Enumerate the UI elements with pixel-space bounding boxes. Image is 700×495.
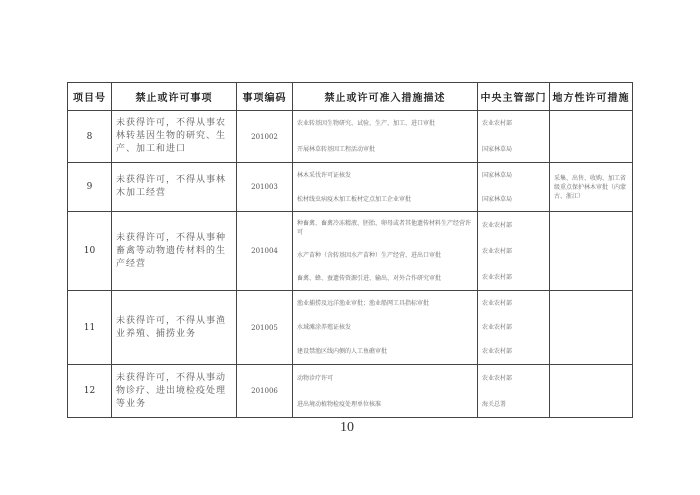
department: 农业农村部 bbox=[482, 273, 513, 281]
measure-descriptions bbox=[293, 111, 478, 163]
item-code: 201002 bbox=[237, 111, 293, 163]
central-departments bbox=[478, 163, 550, 212]
central-departments bbox=[478, 111, 550, 163]
item-number: 10 bbox=[68, 212, 112, 291]
measure-description: 松材线虫病疫木加工板材定点加工企业审批 bbox=[297, 195, 412, 203]
table-row bbox=[68, 291, 633, 365]
department: 国家林草局 bbox=[482, 171, 513, 179]
measure-descriptions bbox=[293, 163, 478, 212]
local-measure bbox=[550, 212, 633, 291]
measure-descriptions bbox=[293, 365, 478, 418]
local-measure bbox=[550, 291, 633, 365]
measure-description: 林木采伐许可证核发 bbox=[297, 171, 352, 179]
local-measure bbox=[550, 111, 633, 163]
measure-description: 开展林草转基因工程活动审批 bbox=[297, 145, 376, 153]
item-number: 12 bbox=[68, 365, 112, 418]
measure-description: 水产苗种（含转基因水产苗种）生产经营、进出口审批 bbox=[297, 252, 442, 259]
header-item-number: 项目号 bbox=[68, 83, 112, 111]
table-row bbox=[68, 365, 633, 418]
central-departments bbox=[478, 365, 550, 418]
item-number: 11 bbox=[68, 291, 112, 365]
header-measure-description: 禁止或许可准入措施描述 bbox=[293, 83, 478, 111]
central-departments bbox=[478, 212, 550, 291]
measure-description: 动物诊疗许可 bbox=[297, 374, 334, 382]
table-row bbox=[68, 111, 633, 163]
item-text: 未获得许可，不得从事农林转基因生物的研究、生产、加工和进口 bbox=[112, 111, 237, 163]
item-text: 未获得许可，不得从事动物诊疗、进出境检疫处理等业务 bbox=[112, 365, 237, 418]
item-code: 201004 bbox=[237, 212, 293, 291]
header-central-department: 中央主管部门 bbox=[478, 83, 550, 111]
department: 农业农村部 bbox=[482, 299, 513, 307]
central-departments bbox=[478, 291, 550, 365]
item-text: 未获得许可，不得从事林木加工经营 bbox=[112, 163, 237, 212]
local-measure: 采集、出售、收购、加工省级重点保护林木审批（内蒙古、浙江） bbox=[550, 163, 633, 212]
item-number: 8 bbox=[68, 111, 112, 163]
measure-description: 种畜禽、畜禽冷冻精液、胚胎、卵母或者其他遗传材料生产经营许可 bbox=[297, 220, 472, 236]
department: 农业农村部 bbox=[482, 348, 513, 356]
department: 农业农村部 bbox=[482, 221, 513, 229]
department: 国家林草局 bbox=[482, 145, 513, 153]
header-item: 禁止或许可事项 bbox=[112, 83, 237, 111]
header-local-measures: 地方性许可措施 bbox=[550, 83, 633, 111]
measure-description: 渔业捕捞及远洋渔业审批；渔业船网工具指标审批 bbox=[297, 299, 430, 307]
measure-description: 进出境动植物检疫处理单位核准 bbox=[297, 400, 382, 408]
department: 农业农村部 bbox=[482, 120, 513, 128]
item-code: 201006 bbox=[237, 365, 293, 418]
local-measure bbox=[550, 365, 633, 418]
department: 农业农村部 bbox=[482, 323, 513, 331]
item-code: 201003 bbox=[237, 163, 293, 212]
department: 海关总署 bbox=[482, 400, 507, 408]
measure-description: 畜禽、蜂、蚕遗传资源引进、输出、对外合作研究审批 bbox=[297, 275, 442, 282]
measure-descriptions bbox=[293, 291, 478, 365]
measure-description: 水域滩涂养殖证核发 bbox=[297, 323, 352, 331]
table-row bbox=[68, 212, 633, 291]
page-number: 10 bbox=[340, 420, 354, 435]
department: 国家林草局 bbox=[482, 195, 513, 203]
measure-description: 农业转基因生物研究、试验、生产、加工、进口审批 bbox=[297, 120, 436, 128]
item-code: 201005 bbox=[237, 291, 293, 365]
measure-descriptions bbox=[293, 212, 478, 291]
negative-list-table bbox=[67, 82, 633, 418]
department: 农业农村部 bbox=[482, 374, 513, 382]
measure-description: 建设禁渔区线内侧的人工鱼礁审批 bbox=[297, 348, 388, 356]
item-text: 未获得许可，不得从事渔业养殖、捕捞业务 bbox=[112, 291, 237, 365]
table-header-row bbox=[68, 83, 633, 111]
table-row bbox=[68, 163, 633, 212]
item-text: 未获得许可，不得从事种畜禽等动物遗传材料的生产经营 bbox=[112, 212, 237, 291]
header-code: 事项编码 bbox=[237, 83, 293, 111]
item-number: 9 bbox=[68, 163, 112, 212]
department: 农业农村部 bbox=[482, 247, 513, 255]
